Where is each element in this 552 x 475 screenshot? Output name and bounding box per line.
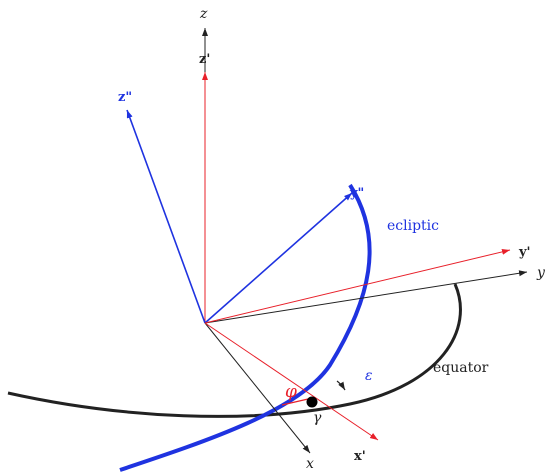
- ecliptic-curve: [120, 185, 370, 470]
- epsilon-label: ε: [365, 368, 373, 384]
- gamma-label: γ: [313, 410, 322, 426]
- z-prime-axis-label: z': [199, 52, 211, 67]
- vernal-equinox-point: [307, 397, 318, 408]
- equator-label: equator: [433, 360, 489, 376]
- y-prime-axis-label: y': [519, 245, 531, 260]
- phi-label: φ: [285, 382, 297, 402]
- z-axis-label: z: [200, 6, 208, 22]
- y-double-prime-axis-label: y": [350, 186, 365, 201]
- z-double-prime-axis: [127, 110, 205, 323]
- epsilon-angle-arc: [337, 381, 345, 390]
- x-axis-label: x: [306, 456, 314, 472]
- x-prime-axis-label: x': [354, 449, 366, 464]
- equator-curve: [8, 284, 460, 416]
- y-axis-label: y: [537, 265, 545, 281]
- z-double-prime-axis-label: z": [118, 90, 133, 105]
- ecliptic-label: ecliptic: [387, 218, 439, 234]
